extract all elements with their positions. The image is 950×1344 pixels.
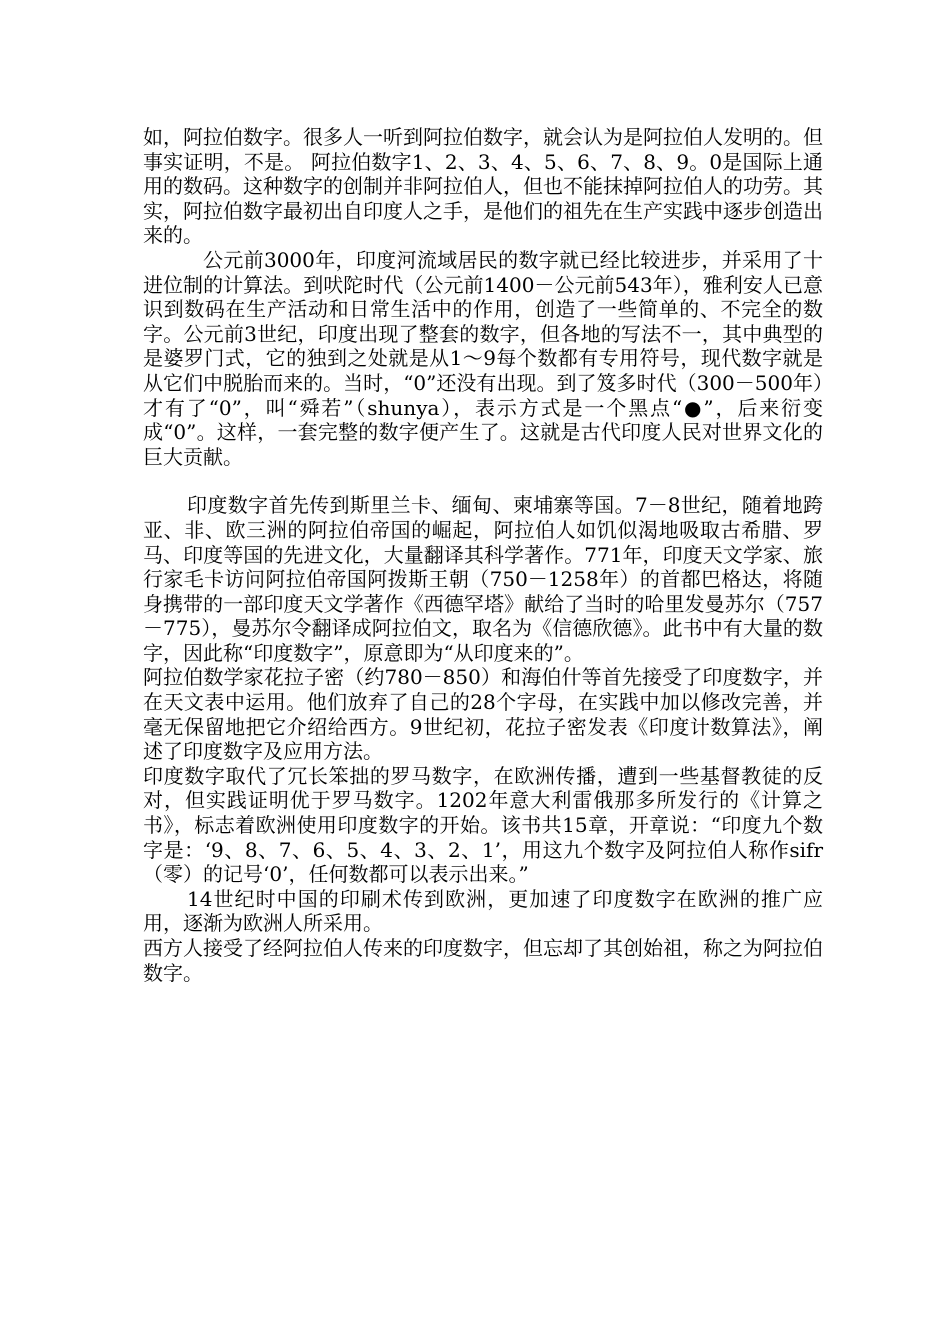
paragraph-1: 如，阿拉伯数字。很多人一听到阿拉伯数字，就会认为是阿拉伯人发明的。但事实证明，不是。 阿拉伯数字1、2、3、4、5、6、7、8、9。0是国际上通用的数码。这种数字的创制并非阿拉伯人，但也不能抹掉阿拉伯人的功劳。其实，阿拉伯数字最初出自印度人之手，是他们的祖先在生产实践中逐步创造出来的。 bbox=[143, 125, 823, 248]
paragraph-2: 公元前3000年，印度河流域居民的数字就已经比较进步，并采用了十进位制的计算法。到吠陀时代（公元前1400－公元前543年），雅利安人已意识到数码在生产活动和日常生活中的作用，创造了一些简单的、不完全的数字。公元前3世纪，印度出现了整套的数字，但各地的写法不一，其中典型的是婆罗门式，它的独到之处就是从1～9每个数都有专用符号，现代数字就是从它们中脱胎而来的。当时，“0”还没有出现。到了笈多时代（300－500年）才有了“0”，叫“舜若”（shunya），表示方式是一个黑点“●”，后来衍变成“0”。这样，一套完整的数字便产生了。这就是古代印度人民对世界文化的巨大贡献。 bbox=[143, 247, 823, 469]
paragraph-7: 西方人接受了经阿拉伯人传来的印度数字，但忘却了其创始祖，称之为阿拉伯数字。 bbox=[143, 936, 823, 985]
paragraph-6: 14世纪时中国的印刷术传到欧洲，更加速了印度数字在欧洲的推广应用，逐渐为欧洲人所采用。 bbox=[143, 886, 823, 936]
paragraph-4: 阿拉伯数学家花拉子密（约780－850）和海伯什等首先接受了印度数字，并在天文表中运用。他们放弃了自己的28个字母，在实践中加以修改完善，并毫无保留地把它介绍给西方。9世纪初，花拉子密发表《印度计数算法》，阐述了印度数字及应用方法。 bbox=[143, 665, 823, 764]
paragraph-3: 印度数字首先传到斯里兰卡、缅甸、柬埔寨等国。7－8世纪，随着地跨亚、非、欧三洲的阿拉伯帝国的崛起，阿拉伯人如饥似渴地吸取古希腊、罗马、印度等国的先进文化，大量翻译其科学著作。771年，印度天文学家、旅行家毛卡访问阿拉伯帝国阿拨斯王朝（750－1258年）的首都巴格达，将随身携带的一部印度天文学著作《西德罕塔》献给了当时的哈里发曼苏尔（757－775），曼苏尔令翻译成阿拉伯文，取名为《信德欣德》。此书中有大量的数字，因此称“印度数字”，原意即为“从印度来的”。 bbox=[143, 493, 823, 665]
document-body bbox=[143, 125, 823, 985]
paragraph-5: 印度数字取代了冗长笨拙的罗马数字，在欧洲传播，遭到一些基督教徒的反对，但实践证明优于罗马数字。1202年意大利雷俄那多所发行的《计算之书》，标志着欧洲使用印度数字的开始。该书共15章，开章说：“印度九个数字是：‘9、8、7、6、5、4、3、2、1’，用这九个数字及阿拉伯人称作sifr（零）的记号‘0’，任何数都可以表示出来。” bbox=[143, 763, 823, 887]
